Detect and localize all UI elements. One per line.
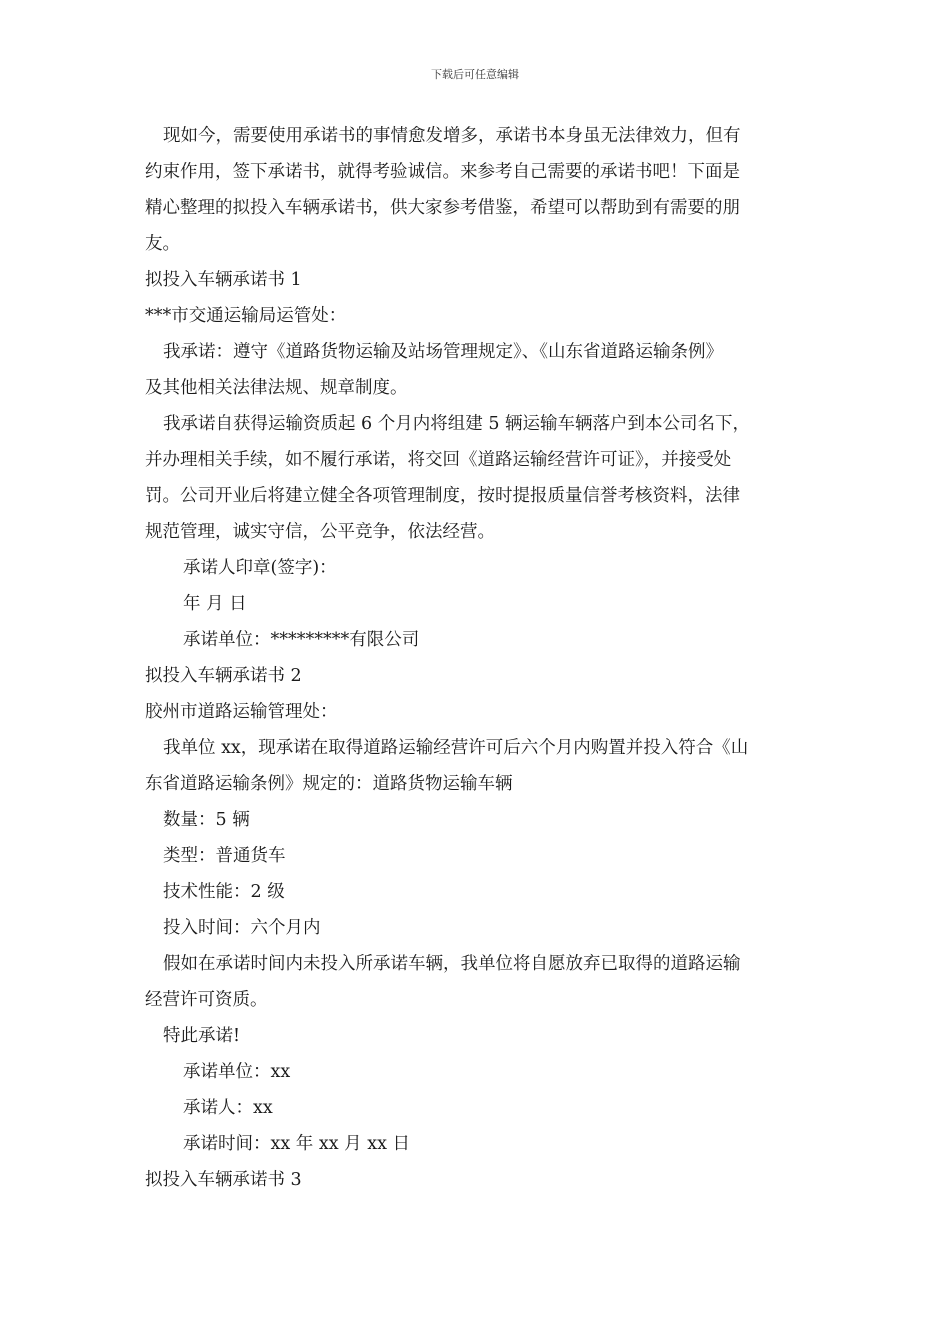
letter2-person: 承诺人：xx — [183, 1098, 273, 1118]
letter1-title: 拟投入车辆承诺书 1 — [145, 270, 302, 290]
intro-line: 友。 — [145, 234, 180, 254]
letter2-condition-line: 经营许可资质。 — [145, 990, 268, 1010]
letter1-seal: 承诺人印章(签字)： — [183, 558, 337, 578]
letter2-quantity: 数量：5 辆 — [163, 810, 250, 830]
document-body — [145, 118, 810, 1198]
letter1-body-line: 规范管理，诚实守信，公平竞争，依法经营。 — [145, 522, 495, 542]
intro-line: 约束作用，签下承诺书，就得考验诚信。来参考自己需要的承诺书吧！下面是 — [145, 162, 740, 182]
letter1-unit: 承诺单位：*********有限公司 — [183, 630, 420, 650]
intro-line: 现如今，需要使用承诺书的事情愈发增多，承诺书本身虽无法律效力，但有 — [163, 126, 741, 146]
letter2-condition-line: 假如在承诺时间内未投入所承诺车辆，我单位将自愿放弃已取得的道路运输 — [163, 954, 741, 974]
letter2-body-line: 东省道路运输条例》规定的：道路货物运输车辆 — [145, 774, 513, 794]
letter1-body-line: 并办理相关手续，如不履行承诺，将交回《道路运输经营许可证》，并接受处 — [145, 450, 732, 470]
letter1-body-line: 我承诺自获得运输资质起 6 个月内将组建 5 辆运输车辆落户到本公司名下， — [163, 414, 751, 434]
letter2-time: 投入时间：六个月内 — [163, 918, 321, 938]
letter2-performance: 技术性能：2 级 — [163, 882, 285, 902]
letter2-body-line: 我单位 xx，现承诺在取得道路运输经营许可后六个月内购置并投入符合《山 — [163, 738, 749, 758]
letter2-closing: 特此承诺! — [163, 1026, 241, 1046]
letter2-date: 承诺时间：xx 年 xx 月 xx 日 — [183, 1134, 411, 1154]
letter3-title: 拟投入车辆承诺书 3 — [145, 1170, 302, 1190]
letter1-promise-line: 及其他相关法律法规、规章制度。 — [145, 378, 408, 398]
letter2-type: 类型：普通货车 — [163, 846, 286, 866]
letter1-body-line: 罚。公司开业后将建立健全各项管理制度，按时提报质量信誉考核资料，法律 — [145, 486, 740, 506]
letter2-recipient: 胶州市道路运输管理处： — [145, 702, 338, 722]
letter1-promise-line: 我承诺：遵守《道路货物运输及站场管理规定》、《山东省道路运输条例》 — [163, 342, 723, 362]
intro-line: 精心整理的拟投入车辆承诺书，供大家参考借鉴，希望可以帮助到有需要的朋 — [145, 198, 740, 218]
letter1-date: 年 月 日 — [183, 594, 247, 614]
letter1-recipient: ***市交通运输局运管处： — [145, 306, 347, 326]
page-header: 下载后可任意编辑 — [431, 68, 519, 81]
letter2-unit: 承诺单位：xx — [183, 1062, 291, 1082]
letter2-title: 拟投入车辆承诺书 2 — [145, 666, 302, 686]
